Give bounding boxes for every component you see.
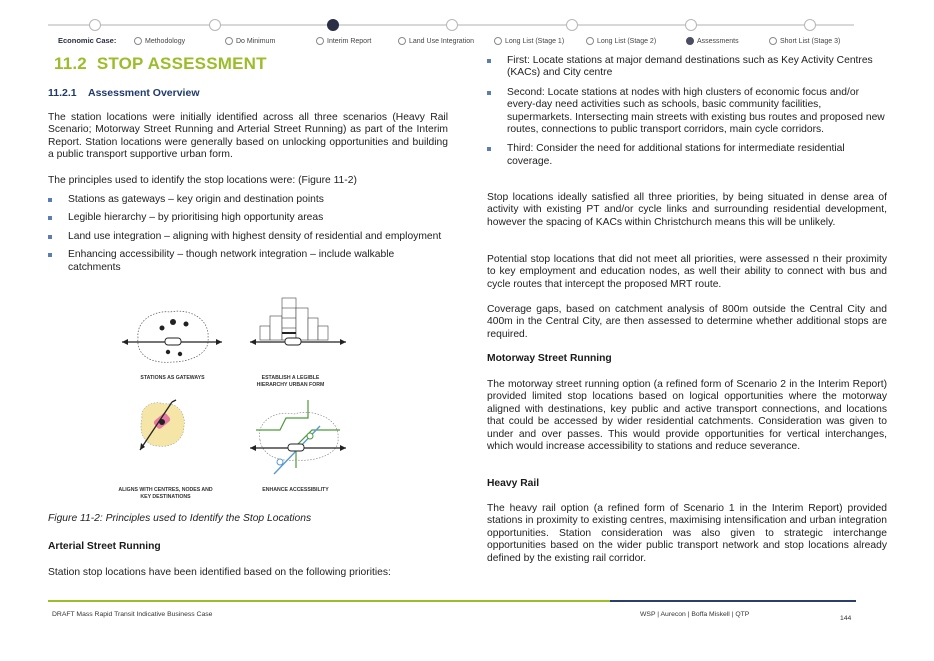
heavy-rail-heading: Heavy Rail [487,478,540,489]
priorities-list [487,55,887,168]
section-title: STOP ASSESSMENT [96,54,267,73]
radio-icon [769,37,777,45]
coverage-paragraph: Coverage gaps, based on catchment analysis of 800m outside the Central City and 400m in the Central City, are then assessed to determine whether additional stops are required. [487,304,887,340]
list-item: First: Locate stations at major demand destinations such as Key Activity Centres (KACs) and City centre [487,55,887,80]
section-heading [54,54,267,74]
nav-step-methodology[interactable]: Methodology [134,37,185,45]
potential-stops-paragraph: Potential stop locations that did not meet all priorities, were assessed n their proximity to key employment and education nodes, as well their ability to connect with bus and cycle routes that intercept the proposed MRT route. [487,254,887,290]
arterial-paragraph: Station stop locations have been identified based on the following priorities: [48,567,391,578]
list-item: Legible hierarchy – by prioritising high opportunity areas [48,212,448,224]
principles-intro: The principles used to identify the stop locations were: (Figure 11-2) [48,175,357,186]
intro-paragraph: The station locations were initially identified across all three scenarios (Heavy Rail Scenario; Motorway Street Running and Arterial Street Running) as part of the Interim Report. Station locations were generally based on unlocking opportunities and building a public transport supportive urban form. [48,112,448,161]
accessibility-diagram [250,400,346,474]
motorway-heading: Motorway Street Running [487,353,612,364]
radio-icon [134,37,142,45]
nav-node[interactable] [446,19,458,31]
list-item: Stations as gateways – key origin and destination points [48,194,448,206]
gateway-diagram [122,311,222,362]
motorway-paragraph: The motorway street running option (a refined form of Scenario 2 in the Interim Report) provided limited stop locations based on logical opportunities where the motorway aligned with destinations, key public and active transport connections, and locations that could be accessed by wider residential catchments. Consideration was given to under and over passes. This would provide opportunities for vertical interchanges, which would increase accessibility to stations and reduce severance. [487,379,887,453]
nav-node[interactable] [566,19,578,31]
arterial-heading: Arterial Street Running [48,541,161,552]
subsection-number: 11.2.1 [48,87,77,99]
footer-divider-accent [610,600,856,602]
radio-icon [316,37,324,45]
principles-figure [110,290,360,500]
hierarchy-diagram [260,298,328,340]
list-item: Enhancing accessibility – though network integration – include walkable catchments [48,249,448,274]
figure-label-hierarchy: ESTABLISH A LEGIBLE HIERARCHY URBAN FORM [256,375,325,388]
nav-node[interactable] [209,19,221,31]
subsection-heading [48,87,199,99]
heavy-rail-paragraph: The heavy rail option (a refined form of Scenario 1 in the Interim Report) provided stations in proximity to existing centres, maximising intensification and urban integration opportunities. Station consideration was also given to strategic interchange opportunities based on the wider public transport network and stop locations already defined by the existing rail corridor. [487,503,887,564]
footer-document-title: DRAFT Mass Rapid Transit Indicative Business Case [52,611,213,618]
nav-step-do-minimum[interactable]: Do Minimum [225,37,275,45]
nav-node[interactable] [685,19,697,31]
figure-label-gateways: STATIONS AS GATEWAYS [140,375,205,381]
footer-authors: WSP | Aurecon | Boffa Miskell | QTP [640,611,750,618]
radio-icon [225,37,233,45]
priorities-paragraph: Stop locations ideally satisfied all three priorities, by being situated in dense area of activity with existing PT and/or cycle links and surrounding residential development, however the spacing of KACs within Christchurch means this will be unlikely. [487,192,887,228]
nav-node-active[interactable] [327,19,339,31]
radio-icon [398,37,406,45]
radio-filled-icon [686,37,694,45]
figure-caption: Figure 11-2: Principles used to Identify the Stop Locations [48,513,312,524]
radio-icon [494,37,502,45]
figure-label-accessibility: ENHANCE ACCESSIBILITY [262,487,329,493]
subsection-title: Assessment Overview [88,87,200,99]
nav-node[interactable] [89,19,101,31]
nav-step-land-use[interactable]: Land Use Integration [398,37,474,45]
nav-section-label: Economic Case: [58,36,117,45]
nav-step-long-list-1[interactable]: Long List (Stage 1) [494,37,564,45]
list-item: Third: Consider the need for additional stations for intermediate residential coverage. [487,143,887,168]
nav-step-interim-report[interactable]: Interim Report [316,37,371,45]
principles-list [48,194,448,274]
radio-icon [586,37,594,45]
nav-step-short-list[interactable]: Short List (Stage 3) [769,37,840,45]
list-item: Land use integration – aligning with highest density of residential and employment [48,231,448,243]
page-number: 144 [840,615,852,622]
figure-label-centres: ALIGNS WITH CENTRES, NODES AND KEY DESTINATIONS [118,487,213,500]
section-number: 11.2 [54,54,87,73]
nav-node[interactable] [804,19,816,31]
nav-step-assessments[interactable]: Assessments [686,37,739,45]
list-item: Second: Locate stations at nodes with high clusters of economic focus and/or every-day need activities such as schools, basic community facilities, supermarkets. Intersecting main streets with existing bus routes and proposed new routes, connections to public transport corridors, main cycle corridors. [487,87,887,137]
land-use-diagram [140,400,184,450]
nav-step-long-list-2[interactable]: Long List (Stage 2) [586,37,656,45]
